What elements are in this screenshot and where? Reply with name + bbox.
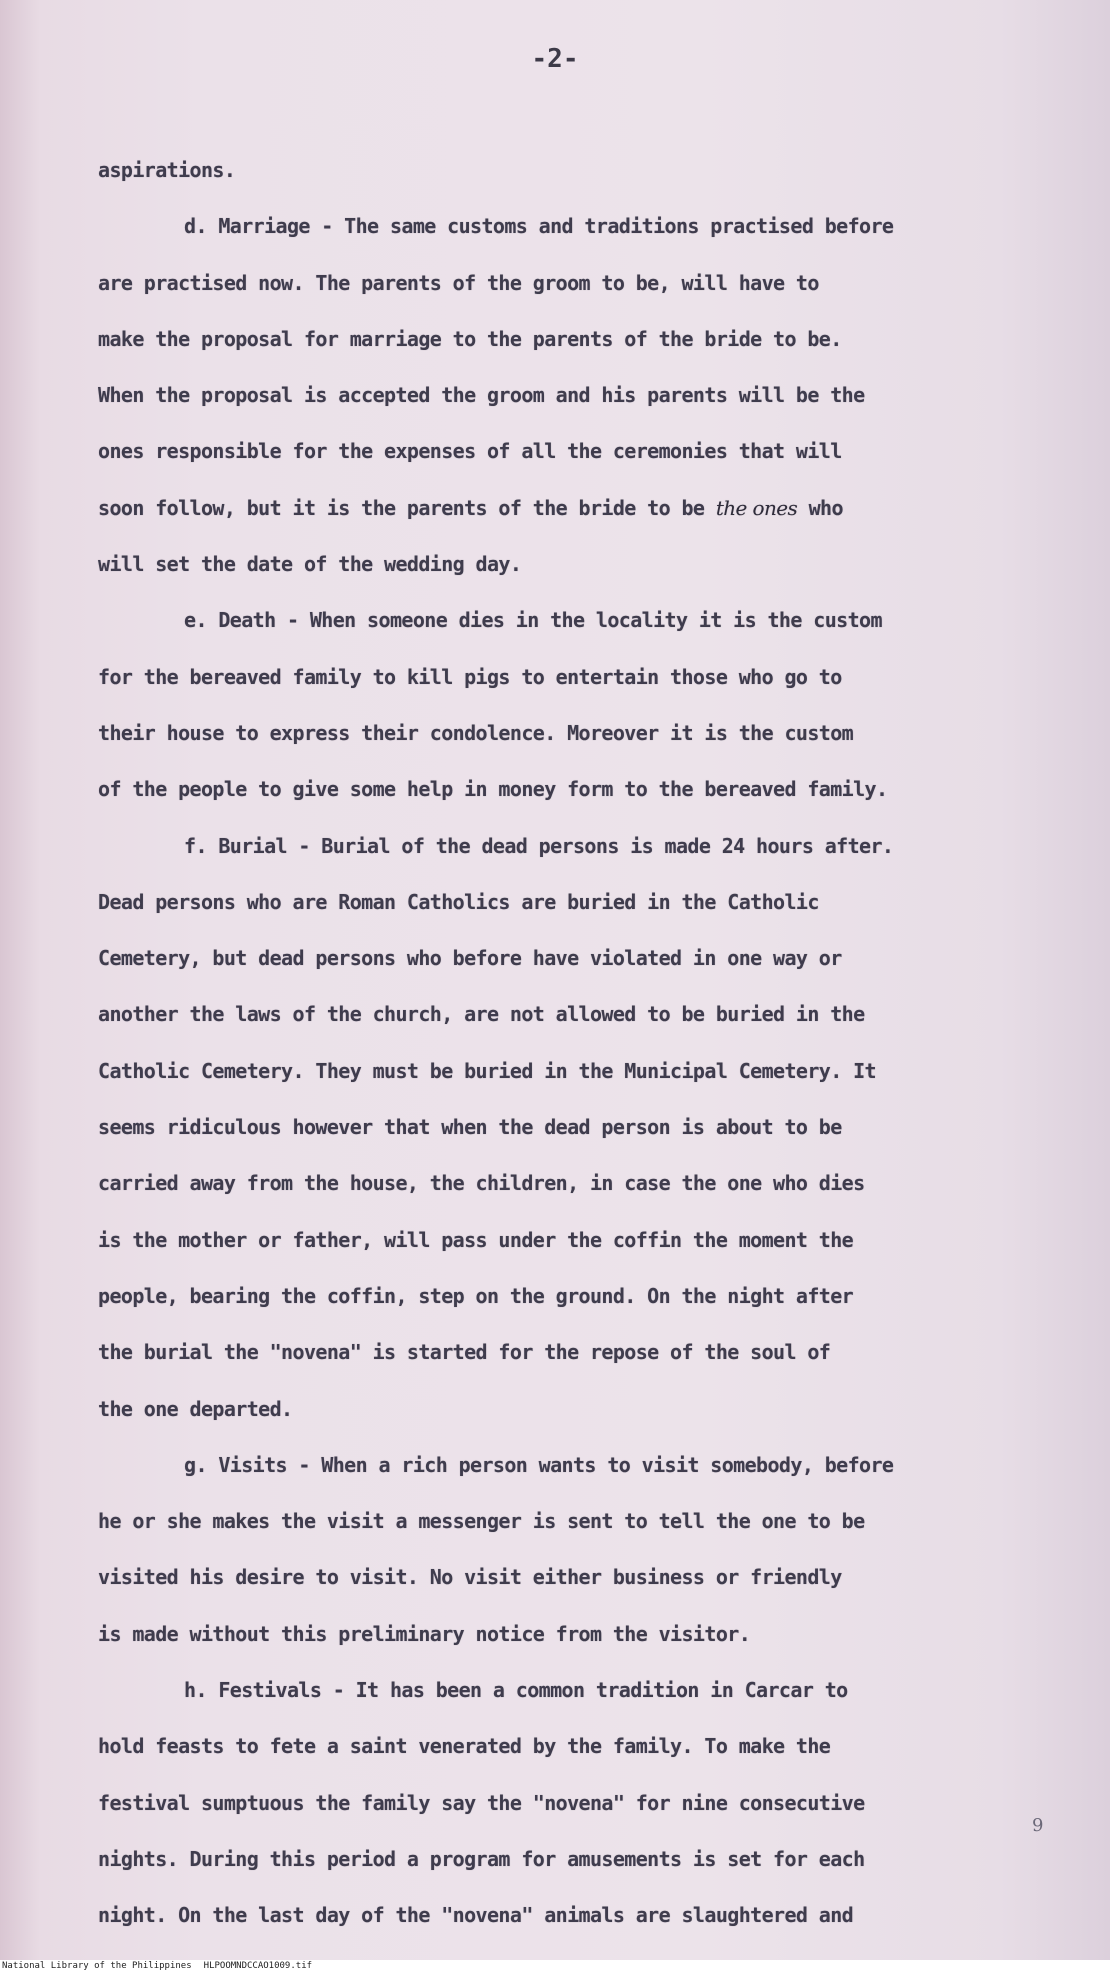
text-line — [98, 818, 998, 874]
text-line — [98, 1268, 998, 1324]
line-text: f. Burial - Burial of the dead persons is made 24 hours after. — [184, 833, 894, 858]
text-line — [98, 649, 998, 705]
line-text: people, bearing the coffin, step on the ground. On the night after — [98, 1283, 854, 1308]
line-text: hold feasts to fete a saint venerated by the family. To make the — [98, 1734, 831, 1759]
text-line — [98, 1381, 998, 1437]
text-line — [98, 705, 998, 761]
line-text: When the proposal is accepted the groom and his parents will be the — [98, 383, 865, 408]
text-line — [98, 1212, 998, 1268]
line-text: their house to express their condolence. Moreover it is the custom — [98, 720, 854, 745]
line-text: he or she makes the visit a messenger is sent to tell the one to be — [98, 1509, 865, 1534]
line-text: ones responsible for the expenses of all the ceremonies that will — [98, 439, 842, 464]
line-text: aspirations. — [98, 158, 236, 182]
text-line — [98, 592, 998, 648]
text-line — [98, 1155, 998, 1211]
text-line — [98, 874, 998, 930]
text-line — [98, 142, 998, 198]
text-line — [98, 423, 998, 479]
line-text: visited his desire to visit. No visit either business or friendly — [98, 1565, 842, 1590]
handwritten-insertion: the ones — [715, 495, 798, 520]
text-line — [98, 1887, 998, 1943]
text-line — [98, 1437, 998, 1493]
text-line — [98, 1831, 998, 1887]
text-line — [98, 1549, 998, 1605]
line-text: e. Death - When someone dies in the locality it is the custom — [184, 608, 882, 633]
footer-file-name: HLPOOMNDCCAO1009.tif — [203, 1961, 313, 1971]
line-text: h. Festivals - It has been a common tradition in Carcar to — [184, 1678, 848, 1703]
line-text: another the laws of the church, are not allowed to be buried in the — [98, 1002, 865, 1027]
text-line — [98, 1043, 998, 1099]
footer-library: National Library of the Philippines — [2, 1961, 192, 1971]
text-line — [98, 1718, 998, 1774]
line-text: Catholic Cemetery. They must be buried in the Municipal Cemetery. It — [98, 1058, 876, 1083]
line-text: festival sumptuous the family say the "novena" for nine consecutive — [98, 1790, 865, 1815]
line-text: are practised now. The parents of the groom to be, will have to — [98, 270, 819, 295]
line-text: make the proposal for marriage to the parents of the bride to be. — [98, 326, 842, 351]
line-text: Dead persons who are Roman Catholics are buried in the Catholic — [98, 889, 819, 914]
text-line — [98, 1324, 998, 1380]
text-line — [98, 761, 998, 817]
text-line — [98, 1775, 998, 1831]
text-line — [98, 930, 998, 986]
line-text: will set the date of the wedding day. — [98, 552, 522, 577]
margin-mark: 9 — [1032, 1815, 1044, 1836]
line-text: of the people to give some help in money form to the bereaved family. — [98, 777, 888, 802]
text-line — [98, 367, 998, 423]
line-text: carried away from the house, the children, in case the one who dies — [98, 1171, 865, 1196]
line-text: nights. During this period a program for amusements is set for each — [98, 1846, 865, 1871]
page-number: -2- — [531, 44, 579, 74]
text-line — [98, 1493, 998, 1549]
text-line — [98, 1606, 998, 1662]
text-line — [98, 311, 998, 367]
text-line — [98, 986, 998, 1042]
text-line — [98, 480, 998, 536]
text-line — [98, 536, 998, 592]
line-text: the burial the "novena" is started for the repose of the soul of — [98, 1340, 831, 1365]
line-text: the one departed. — [98, 1396, 293, 1421]
scan-footer — [0, 1960, 1110, 1972]
text-line — [98, 1099, 998, 1155]
text-line — [98, 1662, 998, 1718]
line-text: Cemetery, but dead persons who before have violated in one way or — [98, 946, 842, 971]
line-text: night. On the last day of the "novena" animals are slaughtered and — [98, 1903, 854, 1928]
line-text-after: who — [797, 495, 843, 520]
text-line — [98, 255, 998, 311]
line-text: d. Marriage - The same customs and traditions practised before — [184, 214, 894, 239]
line-text: for the bereaved family to kill pigs to entertain those who go to — [98, 664, 842, 689]
text-line — [98, 198, 998, 254]
line-text: is the mother or father, will pass under the coffin the moment the — [98, 1227, 854, 1252]
line-text: soon follow, but it is the parents of the bride to be — [98, 495, 716, 520]
line-text: g. Visits - When a rich person wants to visit somebody, before — [184, 1452, 894, 1477]
line-text: seems ridiculous however that when the dead person is about to be — [98, 1115, 842, 1140]
text-line — [98, 1944, 998, 1961]
document-body — [98, 142, 998, 1960]
line-text: is made without this preliminary notice from the visitor. — [98, 1621, 751, 1646]
